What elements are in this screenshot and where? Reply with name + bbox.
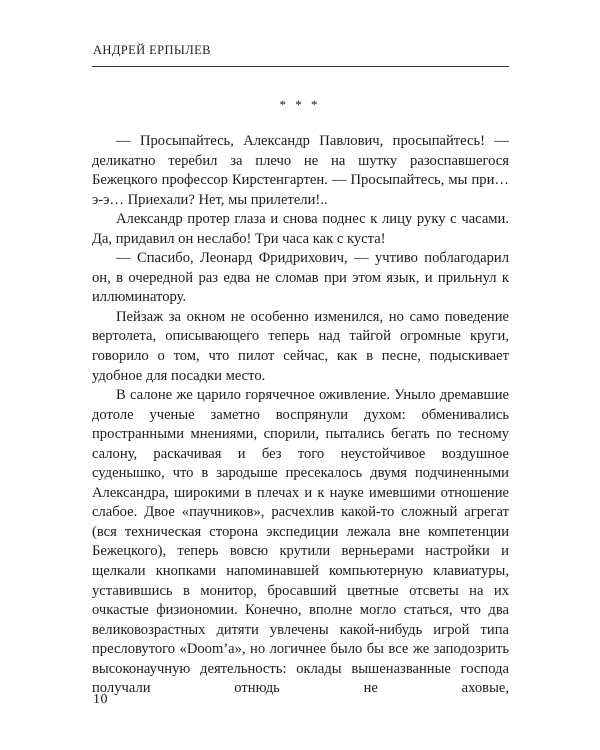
paragraph: В салоне же царило горячечное оживление. Уныло дремавшие дотоле ученые заметно воспрянули духом: обменивались пространными мнениями, спорили, пытались бегать по тесному салону, раскачивая и без того неустойчивое воздушное суденышко, что в зародыше пресекалось двумя подчиненными Александра, широкими в плечах и к науке имевшими отношение слабое. Двое «паучников», расчехлив какой-то сложный агрегат (вся техническая сторона экспедиции лежала вне компетенции Бежецкого), теперь вовсю крутили верньерами настройки и щелкали кнопками напоминавшей компьютерную клавиатуры, уставившись в монитор, бросавший цветные отсветы на их очкастые физиономии. Конечно, вполне могло статься, что два великовозрастных дитяти увлечены какой-нибудь игрой типа пресловутого «Doom’а», но логичнее было бы все же заподозрить высоконаучную деятельность: оклады вышеназванные господа получали отнюдь не аховые, xyxy=(92,387,509,697)
running-head: АНДРЕЙ ЕРПЫЛЕВ xyxy=(93,43,211,57)
paragraph: — Просыпайтесь, Александр Павлович, просыпайтесь! — деликатно теребил за плечо не на шутку разоспавшегося Бежецкого профессор Кирстенгартен. — Просыпайтесь, мы при… э-э… Приехали? Нет, мы прилетели!.. xyxy=(92,133,509,208)
paragraph: Александр протер глаза и снова поднес к лицу руку с часами. Да, придавил он неслабо! Три часа как с куста! xyxy=(92,211,509,247)
paragraph: — Спасибо, Леонард Фридрихович, — учтиво поблагодарил он, в очередной раз едва не сломав при этом язык, и прильнул к иллюминатору. xyxy=(92,250,509,306)
header-rule xyxy=(92,66,509,67)
page-number: 10 xyxy=(93,692,108,707)
section-separator: * * * xyxy=(279,97,321,112)
paragraph: Пейзаж за окном не особенно изменился, но само поведение вертолета, описывающего теперь над тайгой огромные круги, говорило о том, что пилот сейчас, как в песне, подыскивает удобное для посадки место. xyxy=(92,308,509,384)
body-text xyxy=(92,132,509,699)
